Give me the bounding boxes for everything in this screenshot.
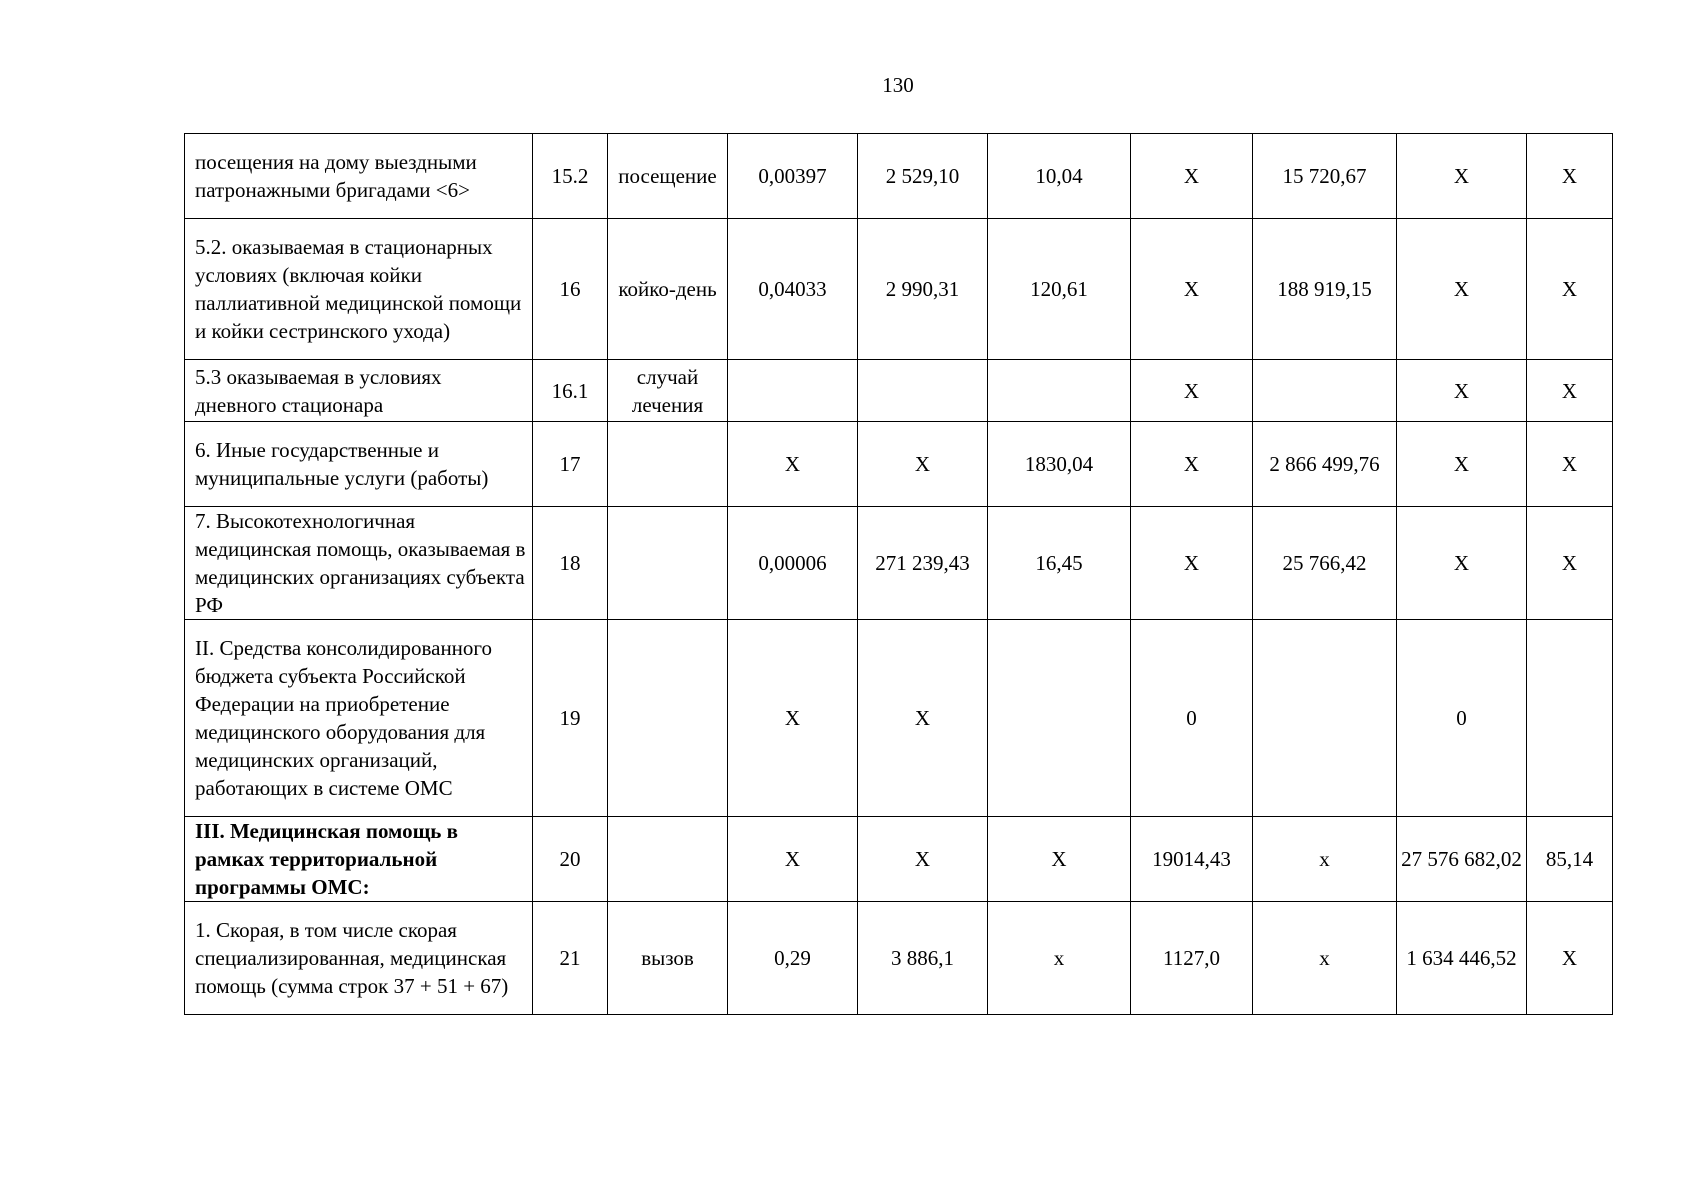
value-cell: X [1527, 507, 1613, 620]
value-cell: X [1131, 422, 1253, 507]
table-row [185, 507, 1613, 620]
value-cell: 120,61 [988, 219, 1131, 360]
row-name: 5.3 оказываемая в условиях дневного стационара [185, 360, 533, 422]
value-cell: 3 886,1 [858, 902, 988, 1015]
row-number: 17 [533, 422, 608, 507]
value-cell: X [1527, 134, 1613, 219]
value-cell: 15 720,67 [1253, 134, 1397, 219]
unit-cell: случай лечения [608, 360, 728, 422]
value-cell: 16,45 [988, 507, 1131, 620]
value-cell: X [1397, 134, 1527, 219]
unit-cell [608, 507, 728, 620]
data-table [184, 133, 1613, 1015]
value-cell: x [988, 902, 1131, 1015]
value-cell: x [1253, 817, 1397, 902]
value-cell: 85,14 [1527, 817, 1613, 902]
row-name: 7. Высокотехнологичная медицинская помощь, оказываемая в медицинских организациях субъекта РФ [185, 507, 533, 620]
value-cell: X [1397, 422, 1527, 507]
value-cell: X [1527, 902, 1613, 1015]
value-cell: X [1397, 360, 1527, 422]
table-row [185, 134, 1613, 219]
value-cell: X [1131, 134, 1253, 219]
value-cell [1253, 360, 1397, 422]
row-name: III. Медицинская помощь в рамках территориальной программы ОМС: [185, 817, 533, 902]
value-cell: 1830,04 [988, 422, 1131, 507]
value-cell: 19014,43 [1131, 817, 1253, 902]
value-cell: 188 919,15 [1253, 219, 1397, 360]
value-cell [988, 620, 1131, 817]
value-cell: X [1527, 219, 1613, 360]
row-name: посещения на дому выездными патронажными бригадами <6> [185, 134, 533, 219]
value-cell: X [1131, 360, 1253, 422]
value-cell: x [1253, 902, 1397, 1015]
value-cell: X [1131, 507, 1253, 620]
table-row [185, 902, 1613, 1015]
value-cell: 2 529,10 [858, 134, 988, 219]
value-cell: 0,29 [728, 902, 858, 1015]
row-number: 16 [533, 219, 608, 360]
value-cell [858, 360, 988, 422]
table-row [185, 360, 1613, 422]
row-name: 1. Скорая, в том числе скорая специализированная, медицинская помощь (сумма строк 37 + 51 + 67) [185, 902, 533, 1015]
value-cell: X [728, 620, 858, 817]
value-cell [1527, 620, 1613, 817]
table-row [185, 422, 1613, 507]
value-cell: 1 634 446,52 [1397, 902, 1527, 1015]
value-cell: 2 866 499,76 [1253, 422, 1397, 507]
value-cell: X [1527, 360, 1613, 422]
page-number: 130 [882, 73, 914, 97]
row-number: 18 [533, 507, 608, 620]
value-cell: 0,04033 [728, 219, 858, 360]
value-cell: X [1131, 219, 1253, 360]
value-cell: 0,00397 [728, 134, 858, 219]
value-cell: 10,04 [988, 134, 1131, 219]
value-cell: 2 990,31 [858, 219, 988, 360]
value-cell: X [728, 422, 858, 507]
value-cell: X [858, 620, 988, 817]
value-cell: 25 766,42 [1253, 507, 1397, 620]
value-cell: 27 576 682,02 [1397, 817, 1527, 902]
value-cell: 0 [1131, 620, 1253, 817]
value-cell: X [1397, 507, 1527, 620]
value-cell: X [858, 817, 988, 902]
value-cell: X [858, 422, 988, 507]
value-cell [1253, 620, 1397, 817]
value-cell [728, 360, 858, 422]
value-cell: X [988, 817, 1131, 902]
row-number: 16.1 [533, 360, 608, 422]
row-name: 6. Иные государственные и муниципальные услуги (работы) [185, 422, 533, 507]
unit-cell [608, 817, 728, 902]
row-number: 20 [533, 817, 608, 902]
row-number: 15.2 [533, 134, 608, 219]
value-cell: X [1397, 219, 1527, 360]
table-row [185, 817, 1613, 902]
value-cell: 0,00006 [728, 507, 858, 620]
value-cell: 271 239,43 [858, 507, 988, 620]
unit-cell: койко-день [608, 219, 728, 360]
value-cell: 0 [1397, 620, 1527, 817]
table-row [185, 219, 1613, 360]
unit-cell [608, 620, 728, 817]
value-cell [988, 360, 1131, 422]
row-number: 19 [533, 620, 608, 817]
unit-cell: посещение [608, 134, 728, 219]
row-name: 5.2. оказываемая в стационарных условиях (включая койки паллиативной медицинской помощи и койки сестринского ухода) [185, 219, 533, 360]
unit-cell: вызов [608, 902, 728, 1015]
value-cell: X [728, 817, 858, 902]
row-name: II. Средства консолидированного бюджета субъекта Российской Федерации на приобретение медицинского оборудования для медицинских организаций, работающих в системе ОМС [185, 620, 533, 817]
value-cell: 1127,0 [1131, 902, 1253, 1015]
row-number: 21 [533, 902, 608, 1015]
table-row [185, 620, 1613, 817]
value-cell: X [1527, 422, 1613, 507]
unit-cell [608, 422, 728, 507]
